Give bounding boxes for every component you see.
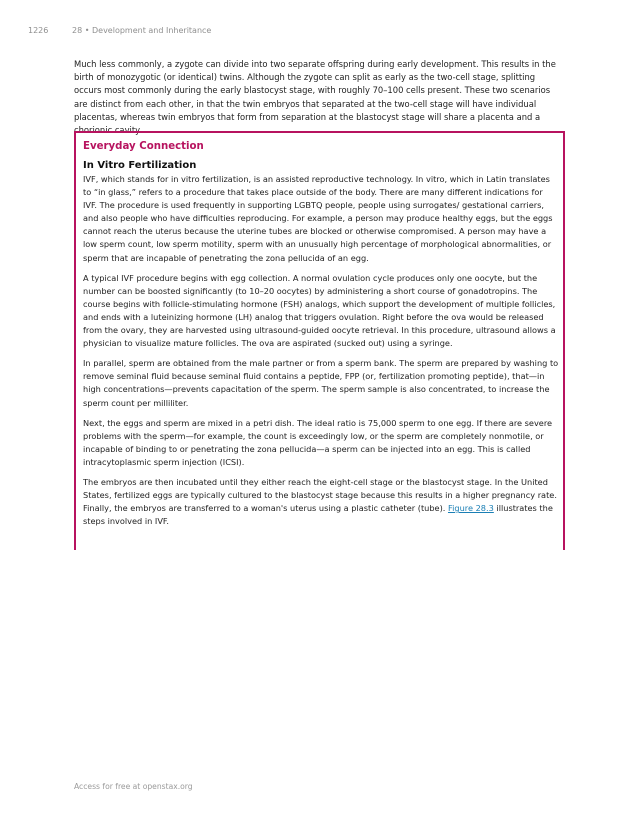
feature-title: In Vitro Fertilization xyxy=(83,160,197,171)
page-footer: Access for free at openstax.org xyxy=(74,782,193,791)
paragraph-text-after-link: illustrates the steps involved in IVF. xyxy=(83,503,553,527)
paragraph-ivf-intro: IVF, which stands for in vitro fertilization, is an assisted reproductive technology. In vitro, which in Latin translates to “in glass,” refers to a procedure that takes place outside of the body. There are many different indications for IVF. The procedure is used frequently in supporting LGBTQ people, people using surrogates/ gestational carriers, and also people who have difficulties reproducing. For example, a person may produce healthy eggs, but the eggs cannot reach the uterus because the uterine tubes are blocked or otherwise compromised. A person may have a low sperm count, low sperm motility, sperm with an unusually high percentage of morphological abnormalities, or sperm that are incapable of penetrating the zona pellucida of an egg. xyxy=(83,174,553,263)
feature-heading: Everyday Connection xyxy=(83,141,204,152)
figure-28-3-link[interactable]: Figure 28.3 xyxy=(447,503,494,514)
paragraph-fertilization: Next, the eggs and sperm are mixed in a petri dish. The ideal ratio is 75,000 sperm to one egg. If there are severe problems with the sperm—for example, the count is exceedingly low, or the sperm are completely nonmotile, or incapable of binding to or penetrating the zona pellucida—a sperm can be injected into an egg. This is called intracytoplasmic sperm injection (ICSI). xyxy=(83,417,553,467)
intro-paragraph: Much less commonly, a zygote can divide into two separate offspring during early development. This results in the birth of monozygotic (or identical) twins. Although the zygote can split as early as the two-cell stage, splitting occurs most commonly during the early blastocyst stage, with roughly 70–100 cells present. These two scenarios are distinct from each other, in that the twin embryos that separated at the two-cell stage will have individual placentas, whereas twin embryos that form from separation at the blastocyst stage will share a placenta and a chorionic cavity. xyxy=(74,59,556,136)
page-header xyxy=(28,26,211,35)
paragraph-egg-collection: A typical IVF procedure begins with egg collection. A normal ovulation cycle produces only one oocyte, but the number can be boosted significantly (to 10–20 oocytes) by administering a short course of gonadotropins. The course begins with follicle-stimulating hormone (FSH) analogs, which support the development of multiple follicles, and ends with a luteinizing hormone (LH) analog that triggers ovulation. Right before the ova would be released from the ovary, they are harvested using ultrasound-guided oocyte retrieval. In this procedure, ultrasound allows a physician to visualize mature follicles. The ova are aspirated (sucked out) using a syringe. xyxy=(83,272,556,349)
paragraph-embryo-transfer xyxy=(83,476,559,528)
paragraph-sperm-preparation: In parallel, sperm are obtained from the male partner or from a sperm bank. The sperm are prepared by washing to remove seminal fluid because seminal fluid contains a peptide, FPP (or, fertilization promoting peptide), that—in high concentrations—prevents capacitation of the sperm. The sperm sample is also concentrated, to increase the sperm count per milliliter. xyxy=(83,358,559,408)
paragraph-text-before-link: The embryos are then incubated until they either reach the eight-cell stage or the blastocyst stage. In the United States, fertilized eggs are typically cultured to the blastocyst stage because this results in a higher pregnancy rate. Finally, the embryos are transferred to a woman's uterus using a plastic catheter (tube). xyxy=(83,476,557,514)
page-number: 1226 xyxy=(28,26,49,35)
chapter-title: 28 • Development and Inheritance xyxy=(72,26,212,35)
everyday-connection-box xyxy=(74,131,565,550)
